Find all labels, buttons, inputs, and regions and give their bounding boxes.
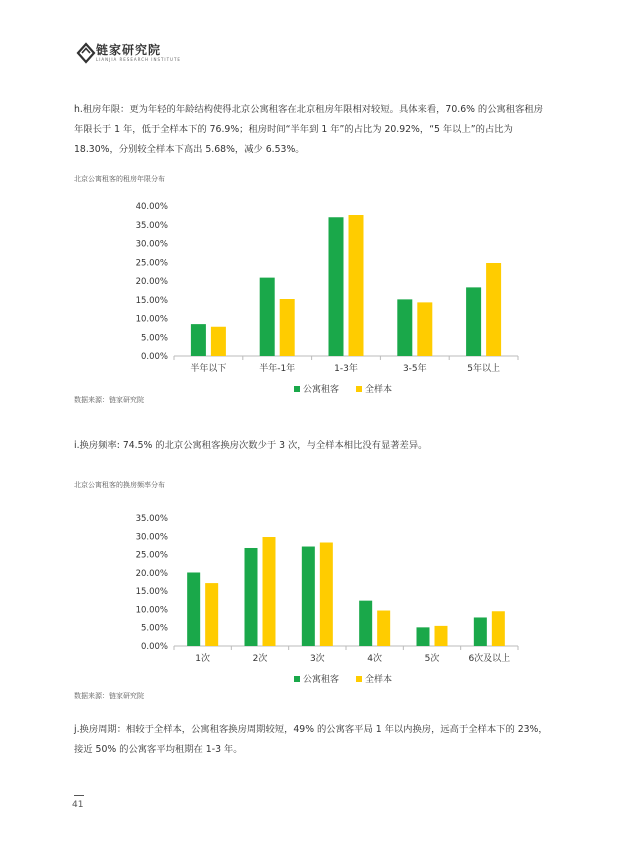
bar-apartment bbox=[329, 217, 344, 356]
y-tick-label: 35.00% bbox=[135, 514, 168, 524]
bar-all-sample bbox=[263, 537, 276, 646]
bar-all-sample bbox=[205, 583, 218, 646]
bar-all-sample bbox=[349, 215, 364, 356]
bar-all-sample bbox=[211, 327, 226, 356]
legend-swatch bbox=[356, 676, 362, 682]
y-tick-label: 30.00% bbox=[135, 239, 168, 250]
page-number: 41 bbox=[72, 800, 84, 810]
x-tick-label: 1-3年 bbox=[334, 364, 358, 374]
y-tick-label: 20.00% bbox=[135, 568, 168, 579]
y-tick-label: 15.00% bbox=[135, 295, 168, 306]
x-tick-label: 1次 bbox=[195, 654, 211, 664]
legend-label: 公寓租客 bbox=[303, 385, 340, 395]
legend-label: 全样本 bbox=[365, 675, 393, 685]
x-tick-label: 5次 bbox=[424, 654, 440, 664]
x-tick-label: 2次 bbox=[252, 654, 268, 664]
bar-apartment bbox=[187, 572, 200, 646]
bar-apartment bbox=[397, 299, 412, 356]
x-tick-label: 3次 bbox=[309, 654, 325, 664]
x-tick-label: 半年以下 bbox=[190, 364, 227, 374]
y-tick-label: 15.00% bbox=[135, 587, 168, 598]
y-tick-label: 25.00% bbox=[135, 258, 168, 269]
bar-all-sample bbox=[280, 299, 295, 356]
bar-apartment bbox=[302, 547, 315, 646]
chart2-source: 数据来源：链家研究院 bbox=[74, 692, 144, 700]
bar-apartment bbox=[417, 627, 430, 646]
chart1-source: 数据来源：链家研究院 bbox=[74, 396, 144, 404]
page-number-rule bbox=[74, 795, 84, 796]
y-tick-label: 5.00% bbox=[140, 333, 168, 344]
y-tick-label: 30.00% bbox=[135, 532, 168, 543]
bar-all-sample bbox=[417, 302, 432, 356]
y-tick-label: 10.00% bbox=[135, 605, 168, 616]
paragraph-h: h.租房年限：更为年轻的年龄结构使得北京公寓租客在北京租房年限相对较短。具体来看，70.6% 的公寓租客租房年限长于 1 年，低于全样本下的 76.9%；租房时间“半年到 1 年”的占比为 20.92%，“5 年以上”的占比为 18.30%，分别较全样本下高出 5.68%，减少 6.53%。 bbox=[74, 104, 543, 155]
x-tick-label: 4次 bbox=[367, 654, 383, 664]
y-tick-label: 20.00% bbox=[135, 277, 168, 287]
bar-all-sample bbox=[320, 543, 333, 646]
x-tick-label: 6次及以上 bbox=[468, 654, 511, 664]
chart2-title: 北京公寓租客的换房频率分布 bbox=[74, 481, 165, 489]
bar-apartment bbox=[245, 548, 258, 646]
bar-apartment bbox=[466, 287, 481, 356]
legend-label: 全样本 bbox=[365, 385, 393, 395]
y-tick-label: 0.00% bbox=[140, 642, 168, 652]
y-tick-label: 25.00% bbox=[135, 550, 168, 561]
legend-swatch bbox=[294, 676, 300, 682]
bar-all-sample bbox=[435, 626, 448, 646]
y-tick-label: 0.00% bbox=[140, 352, 168, 362]
paragraph-i: i.换房频率: 74.5% 的北京公寓租客换房次数少于 3 次，与全样本相比没有显著差异。 bbox=[74, 440, 428, 451]
x-tick-label: 半年-1年 bbox=[259, 364, 296, 374]
bar-all-sample bbox=[377, 611, 390, 646]
bar-apartment bbox=[260, 278, 275, 356]
chart1-rental-duration bbox=[74, 196, 534, 396]
paragraph-j: j.换房周期：相较于全样本，公寓租客换房周期较短，49% 的公寓客平局 1 年以内换房，远高于全样本下的 23%，接近 50% 的公寓客平均租期在 1-3 年。 bbox=[74, 724, 548, 755]
bar-apartment bbox=[474, 617, 487, 646]
chart1-title: 北京公寓租客的租房年限分布 bbox=[74, 175, 165, 183]
bar-apartment bbox=[359, 601, 372, 646]
logo-text: 链家研究院 bbox=[96, 43, 162, 57]
legend-swatch bbox=[356, 386, 362, 392]
bar-apartment bbox=[191, 324, 206, 356]
y-tick-label: 35.00% bbox=[135, 220, 168, 231]
chart2-move-frequency bbox=[74, 506, 534, 692]
logo-subtext: LIANJIA RESEARCH INSTITUTE bbox=[96, 57, 181, 62]
y-tick-label: 40.00% bbox=[135, 202, 168, 212]
y-tick-label: 5.00% bbox=[140, 623, 168, 634]
legend-swatch bbox=[294, 386, 300, 392]
bar-all-sample bbox=[486, 263, 501, 356]
x-tick-label: 5年以上 bbox=[467, 364, 500, 374]
legend-label: 公寓租客 bbox=[303, 675, 340, 685]
x-tick-label: 3-5年 bbox=[402, 364, 427, 374]
bar-all-sample bbox=[492, 611, 505, 646]
y-tick-label: 10.00% bbox=[135, 314, 168, 325]
